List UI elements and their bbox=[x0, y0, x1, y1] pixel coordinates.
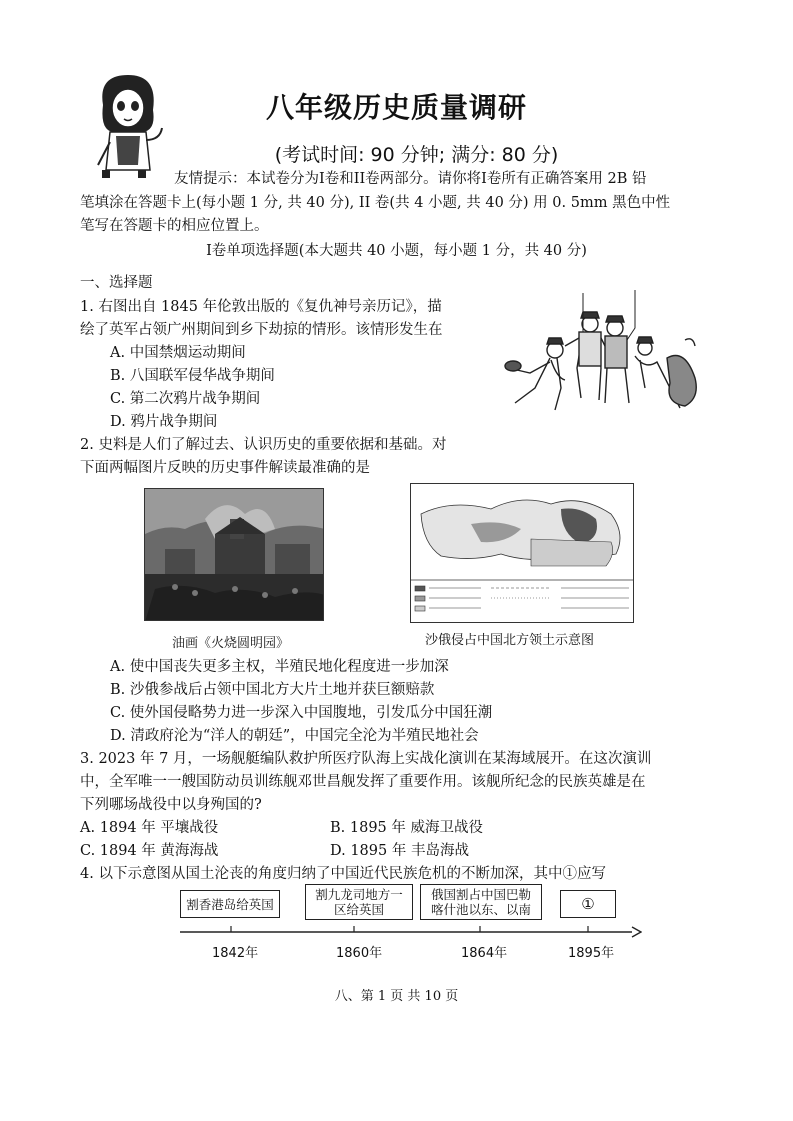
q2-option-c[interactable]: C. 使外国侵略势力进一步深入中国腹地，引发瓜分中国狂潮 bbox=[110, 705, 493, 721]
q1-stem-line-1: 1. 右图出自 1845 年伦敦出版的《复仇神号亲历记》，描 bbox=[80, 299, 442, 315]
q3-stem-line-1: 3. 2023 年 7 月，一场舰艇编队救护所医疗队海上实战化演训在某海域展开。在这次演训 bbox=[80, 751, 652, 767]
q2-stem-line-2: 下面两幅图片反映的历史事件解读最准确的是 bbox=[80, 460, 370, 476]
q1-option-c[interactable]: C. 第二次鸦片战争期间 bbox=[110, 391, 261, 407]
q3-option-c[interactable]: C. 1894 年 黄海海战 bbox=[80, 843, 219, 859]
timeline-year-1860: 1860年 bbox=[336, 946, 383, 961]
burning-yuanmingyuan-painting bbox=[144, 488, 324, 621]
page-title: 八年级历史质量调研 bbox=[265, 91, 527, 124]
timeline-box-1864: 俄国割占中国巴勒喀什池以东、以南 bbox=[420, 884, 542, 920]
q2-option-d[interactable]: D. 清政府沦为“洋人的朝廷”，中国完全沦为半殖民地社会 bbox=[110, 728, 479, 744]
page-footer: 八、第 1 页 共 10 页 bbox=[334, 989, 459, 1004]
timeline-axis bbox=[180, 926, 642, 938]
notice-line-3: 笔写在答题卡的相应位置上。 bbox=[80, 218, 269, 234]
section-header: Ⅰ卷单项选择题(本大题共 40 小题，每小题 1 分，共 40 分) bbox=[206, 243, 587, 259]
q4-stem-line-1: 4. 以下示意图从国土沦丧的角度归纳了中国近代民族危机的不断加深，其中①应写 bbox=[80, 866, 606, 882]
q2-option-a[interactable]: A. 使中国丧失更多主权，半殖民地化程度进一步加深 bbox=[110, 659, 449, 675]
timeline-year-1864: 1864年 bbox=[461, 946, 508, 961]
caption-map: 沙俄侵占中国北方领土示意图 bbox=[425, 633, 595, 648]
q1-stem-line-2: 绘了英军占领广州期间到乡下劫掠的情形。该情形发生在 bbox=[80, 322, 443, 338]
q2-option-b[interactable]: B. 沙俄参战后占领中国北方大片土地并获巨额赔款 bbox=[110, 682, 435, 698]
notice-line-1: 友情提示：本试卷分为Ⅰ卷和II卷两部分。请你将Ⅰ卷所有正确答案用 2B 铅 bbox=[174, 171, 647, 187]
timeline-box-blank: ① bbox=[560, 890, 616, 918]
q3-stem-line-2: 中，全军唯一一艘国防动员训练舰邓世昌舰发挥了重要作用。该舰所纪念的民族英雄是在 bbox=[80, 774, 646, 790]
russia-occupation-map bbox=[410, 483, 634, 623]
q1-option-d[interactable]: D. 鸦片战争期间 bbox=[110, 414, 218, 430]
q1-option-b[interactable]: B. 八国联军侵华战争期间 bbox=[110, 368, 275, 384]
notice-line-2: 笔填涂在答题卡上(每小题 1 分, 共 40 分), II 卷(共 4 小题, 共 40 分) 用 0. 5mm 黑色中性 bbox=[80, 195, 671, 211]
q3-option-d[interactable]: D. 1895 年 丰岛海战 bbox=[330, 843, 469, 859]
timeline-year-1842: 1842年 bbox=[212, 946, 259, 961]
q1-option-a[interactable]: A. 中国禁烟运动期间 bbox=[110, 345, 246, 361]
q3-option-b[interactable]: B. 1895 年 威海卫战役 bbox=[330, 820, 483, 836]
section-title: 一、选择题 bbox=[80, 275, 153, 291]
q3-stem-line-3: 下列哪场战役中以身殉国的? bbox=[80, 797, 262, 813]
q2-stem-line-1: 2. 史料是人们了解过去、认识历史的重要依据和基础。对 bbox=[80, 437, 447, 453]
exam-info: (考试时间: 90 分钟; 满分: 80 分) bbox=[274, 144, 559, 166]
caption-painting: 油画《火烧圆明园》 bbox=[172, 636, 290, 651]
timeline-box-1860: 割九龙司地方一区给英国 bbox=[305, 884, 413, 920]
q3-option-a[interactable]: A. 1894 年 平壤战役 bbox=[80, 820, 219, 836]
timeline-year-1895: 1895年 bbox=[568, 946, 615, 961]
timeline-box-1842: 割香港岛给英国 bbox=[180, 890, 280, 918]
soldiers-looting-illustration bbox=[495, 288, 715, 418]
